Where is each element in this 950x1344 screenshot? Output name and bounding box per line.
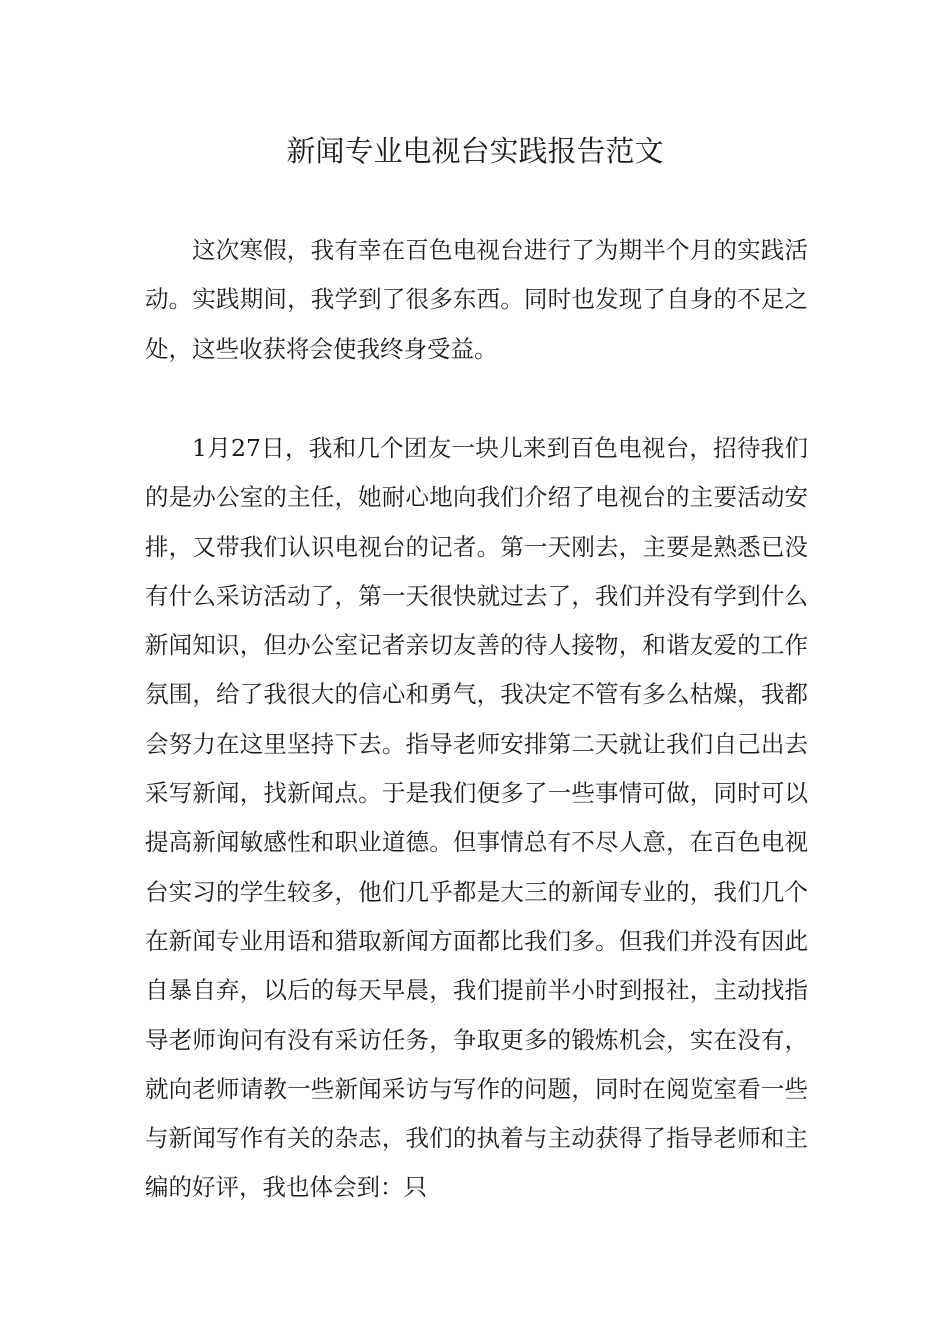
paragraph-body: 1月27日，我和几个团友一块儿来到百色电视台，招待我们的是办公室的主任，她耐心地向我们介绍了电视台的主要活动安排，又带我们认识电视台的记者。第一天刚去，主要是熟悉已没有什么采访活动了，第一天很快就过去了，我们并没有学到什么新闻知识，但办公室记者亲切友善的待人接物，和谐友爱的工作氛围，给了我很大的信心和勇气，我决定不管有多么枯燥，我都会努力在这里坚持下去。指导老师安排第二天就让我们自己出去采写新闻，找新闻点。于是我们便多了一些事情可做，同时可以提高新闻敏感性和职业道德。但事情总有不尽人意，在百色电视台实习的学生较多，他们几乎都是大三的新闻专业的，我们几个在新闻专业用语和猎取新闻方面都比我们多。但我们并没有因此自暴自弃，以后的每天早晨，我们提前半小时到报社，主动找指导老师询问有没有采访任务，争取更多的锻炼机会，实在没有，就向老师请教一些新闻采访与写作的问题，同时在阅览室看一些与新闻写作有关的杂志，我们的执着与主动获得了指导老师和主编的好评，我也体会到：只	[145, 434, 808, 1202]
document-title: 新闻专业电视台实践报告范文	[286, 134, 664, 168]
paragraph-intro: 这次寒假，我有幸在百色电视台进行了为期半个月的实践活动。实践期间，我学到了很多东西。同时也发现了自身的不足之处，这些收获将会使我终身受益。	[145, 236, 808, 363]
